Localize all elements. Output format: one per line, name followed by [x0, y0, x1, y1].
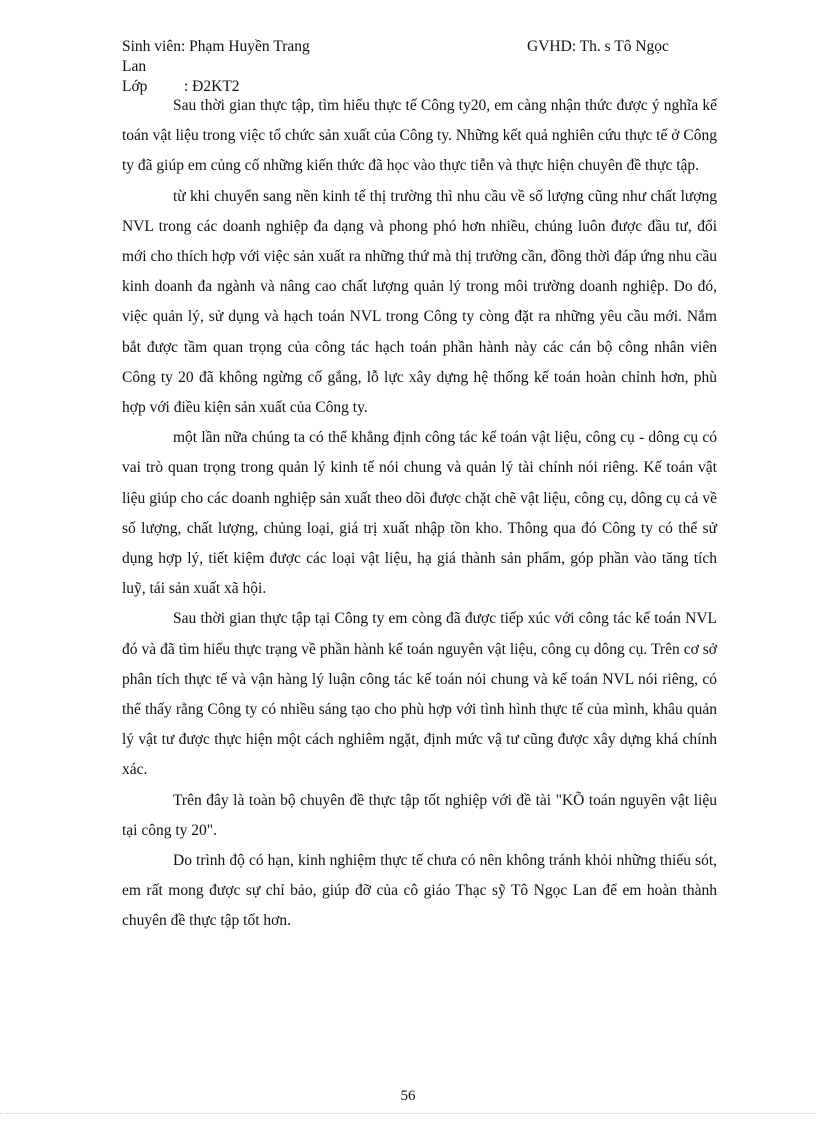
advisor-name-continued: Lan [122, 58, 147, 75]
paragraph-2: từ khi chuyển sang nền kinh tế thị trường thì nhu cầu về số lượng cũng như chất lượng NVL trong các doanh nghiệp đa dạng và phong phó hơn nhiều, chúng luôn được đầu tư, đổi mới cho thích hợp với việc sản xuất ra những thứ mà thị trường cần, đồng thời đáp ứng nhu cầu kinh doanh đa ngành và nâng cao chất lượng quản lý trong môi trường doanh nghiệp. Do đó, việc quản lý, sử dụng và hạch toán NVL trong Công ty còng đặt ra những yêu cầu mới. Nắm bắt được tầm quan trọng của công tác hạch toán phần hành này các cán bộ công nhân viên Công ty 20 đã không ngừng cố gắng, lỗ lực xây dựng hệ thống kế toán hoàn chỉnh hơn, phù hợp với điều kiện sản xuất của Công ty. [122, 187, 717, 417]
paragraph-3: một lần nữa chúng ta có thể khẳng định công tác kế toán vật liệu, công cụ - dông cụ có vai trò quan trọng trong quản lý kinh tế nói chung và quản lý tài chính nói riêng. Kế toán vật liệu giúp cho các doanh nghiệp sản xuất theo dõi được chặt chẽ vật liệu, công cụ, dông cụ cả về số lượng, chất lượng, chủng loại, giá trị xuất nhập tồn kho. Thông qua đó Công ty có thể sử dụng hợp lý, tiết kiệm được các loại vật liệu, hạ giá thành sản phẩm, góp phần vào tăng tích luỹ, tái sản xuất xã hội. [122, 429, 717, 598]
advisor-name: GVHD: Th. s Tô Ngọc [527, 38, 669, 55]
header-row-1 [122, 37, 722, 57]
header-row-2 [122, 57, 722, 77]
paragraph-6: Do trình độ có hạn, kinh nghiệm thực tế chưa có nên không tránh khỏi những thiếu sót, em rất mong được sự chỉ bảo, giúp đỡ của cô giáo Thạc sỹ Tô Ngọc Lan để em hoàn thành chuyên đề thực tập tốt hơn. [122, 852, 717, 930]
paragraph-5: Trên đây là toàn bộ chuyên đề thực tập tốt nghiệp với đề tài "KÕ toán nguyên vật liệu tại công ty 20". [122, 791, 717, 839]
page-bottom-divider [0, 1113, 816, 1114]
page-number: 56 [400, 1088, 416, 1104]
paragraph-1: Sau thời gian thực tập, tìm hiểu thực tế Công ty20, em càng nhận thức được ý nghĩa kế toán vật liệu trong việc tổ chức sản xuất của Công ty. Những kết quả nghiên cứu thực tế ở Công ty đã giúp em củng cố những kiến thức đã học vào thực tiễn và thực hiện chuyên đề thực tập. [122, 97, 717, 175]
class-label: Lớp [122, 78, 148, 95]
student-name: Sinh viên: Phạm Huyền Trang [122, 38, 310, 55]
page-header [122, 37, 722, 97]
body-text [122, 91, 717, 937]
paragraph-4: Sau thời gian thực tập tại Công ty em còng đã được tiếp xúc với công tác kế toán NVL đó và đã tìm hiểu thực trạng về phần hành kế toán nguyên vật liệu, công cụ dông cụ. Trên cơ sở phân tích thực tế và vận hàng lý luận công tác kế toán nói chung và kế toán NVL nói riêng, có thể thấy rằng Công ty có nhiều sáng tạo cho phù hợp với tình hình thực tế của mình, khâu quản lý vật tư được thực hiện một cách nghiêm ngặt, định mức vậ tư cũng được xây dựng khá chính xác. [122, 610, 717, 779]
class-value: : Đ2KT2 [184, 78, 240, 95]
